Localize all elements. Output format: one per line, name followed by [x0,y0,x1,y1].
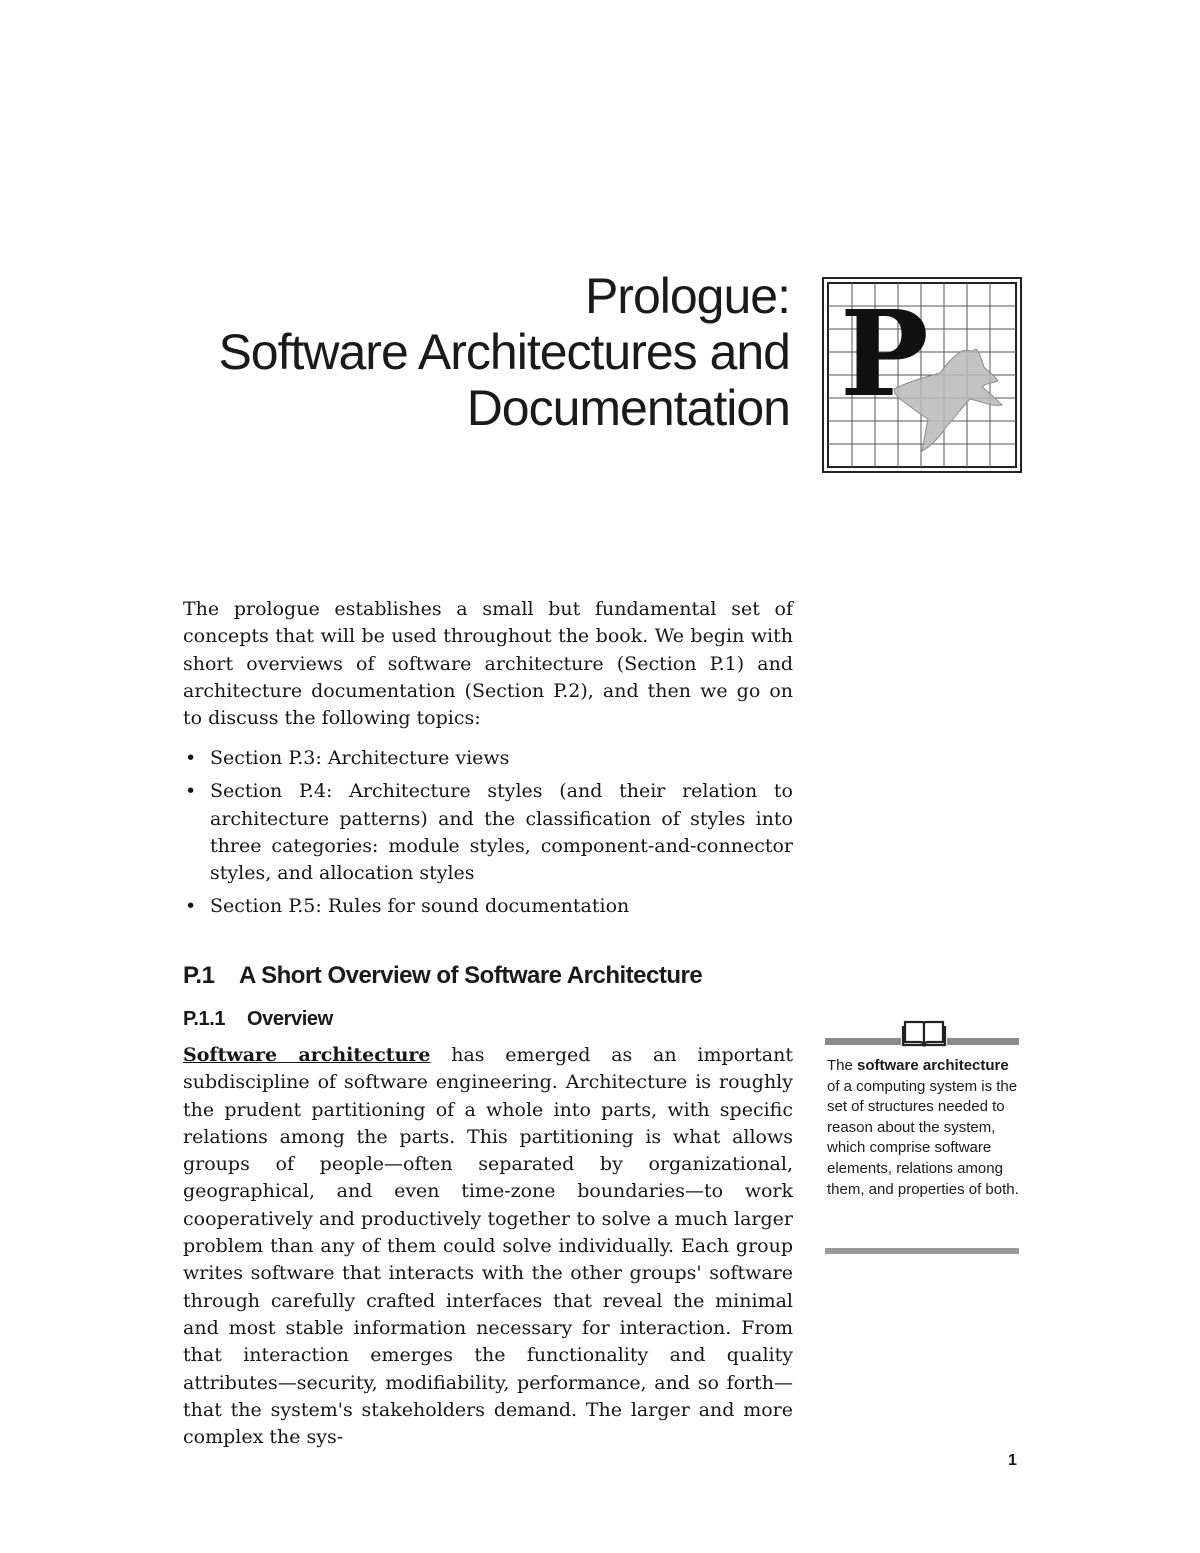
chapter-title-line-3: Documentation [466,380,790,436]
sidebar-term: software architecture [857,1057,1009,1074]
defined-term: Software architecture [183,1044,431,1066]
list-item-text: Section P.5: Rules for sound documentation [210,895,630,918]
chapter-title [150,268,790,436]
sidebar-bottom-rule [825,1248,1019,1254]
overview-paragraph [183,1042,793,1451]
chapter-title-line-2: Software Architectures and [218,324,790,380]
subsection-number: P.1.1 [183,1008,226,1030]
subsection-heading [183,1008,333,1031]
section-title: A Short Overview of Software Architecture [239,962,703,989]
book-icon [901,1018,947,1048]
chapter-title-line-1: Prologue: [584,268,790,324]
emblem-letter: P [840,284,929,423]
bullet-icon: • [185,747,197,769]
chapter-emblem [822,277,1022,473]
subsection-title: Overview [247,1008,333,1030]
sidebar-definition [827,1056,1019,1200]
list-item-text: Section P.3: Architecture views [210,747,510,769]
page-number: 1 [1008,1452,1017,1469]
list-item [183,745,793,772]
bullet-icon: • [185,780,197,803]
section-number: P.1 [183,962,215,989]
overview-text: has emerged as an important subdiscipline of software engineering. Architecture is roughly the prudent partitioning of a whole into parts, with specific relations among the parts. This partitioning is what allows groups of people—often separated by organizational, geographical, and even time-zone boundaries—to work cooperatively and productively together to solve a much larger problem than any of them could solve individually. Each group writes software that interacts with the other groups' software through carefully crafted interfaces that reveal the minimal and most stable information necessary for interaction. From that interaction emerges the functionality and quality attributes—security, modifiability, performance, and so forth—that the system's stakeholders demand. The larger and more complex the sys- [183,1044,793,1449]
sidebar-prefix: The [827,1057,858,1074]
list-item [183,893,793,920]
section-heading [183,962,702,990]
intro-paragraph: The prologue establishes a small but fundamental set of concepts that will be used throughout the book. We begin with short overviews of software architecture (Section P.1) and architecture documentation (Section P.2), and then we go on to discuss the following topics: [183,598,793,730]
list-item-text: Section P.4: Architecture styles (and their relation to architecture patterns) and the classification of styles into three categories: module styles, component-and-connector styles, and allocation styles [210,780,793,885]
sidebar-definition-text: of a computing system is the set of structures needed to reason about the system, which comprise software elements, relations among them, and properties of both. [827,1077,1019,1198]
list-item [183,778,793,887]
topics-list [183,745,793,927]
bullet-icon: • [185,895,197,918]
